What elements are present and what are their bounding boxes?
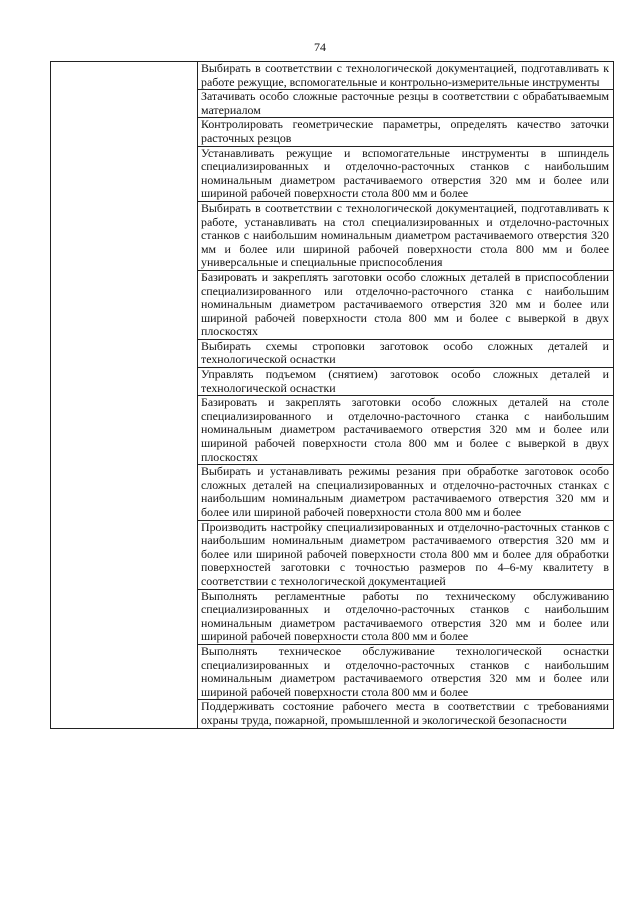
table-row: [51, 62, 614, 90]
skill-text: Выполнять техническое обслуживание технологической оснастки специализированных и отделочно-расточных станков с наибольшим номинальным диаметром растачиваемого отверстия 320 мм и более или шириной рабочей поверхности стола 800 мм и более: [201, 643, 609, 699]
skill-text: Производить настройку специализированных и отделочно-расточных станков с наибольшим номинальным диаметром растачиваемого отверстия 320 мм и более или шириной рабочей поверхности стола 800 мм и более для обработки поверхностей заготовки с точностью размеров по 4–6-му квалитету в соответствии с технологической документацией: [201, 519, 609, 588]
skill-text: Выбирать схемы строповки заготовок особо сложных деталей и технологической оснастки: [201, 338, 609, 367]
skill-text: Контролировать геометрические параметры, определять качество заточки расточных резцов: [201, 117, 609, 145]
skill-cell: [198, 90, 614, 118]
skill-text: Базировать и закреплять заготовки особо сложных деталей на столе специализированного и отделочно-расточного станка с наибольшим номинальным диаметром растачиваемого отверстия 320 мм и более или шириной рабочей поверхности стола 800 мм и более с выверкой в двух плоскостях: [201, 395, 609, 464]
skill-cell: [198, 589, 614, 644]
skill-cell: [198, 339, 614, 367]
skill-text: Выбирать в соответствии с технологической документацией, подготавливать к работе режущие, вспомогательные и контрольно-измерительные инструменты: [201, 61, 609, 89]
skill-cell: [198, 465, 614, 520]
skills-table: [50, 61, 614, 729]
skill-cell: [198, 62, 614, 90]
skill-text: Устанавливать режущие и вспомогательные инструменты в шпиндель специализированных и отделочно-расточных станков с наибольшим номинальным диаметром растачиваемого отверстия 320 мм и более или шириной рабочей поверхности стола 800 мм и более: [201, 145, 609, 201]
skill-text: Поддерживать состояние рабочего места в соответствии с требованиями охраны труда, пожарной, промышленной и экологической безопасности: [201, 699, 609, 727]
skill-text: Затачивать особо сложные расточные резцы в соответствии с обрабатываемым материалом: [201, 89, 609, 117]
skill-cell: [198, 368, 614, 396]
skill-cell: [198, 644, 614, 699]
skill-cell: [198, 270, 614, 339]
skill-cell: [198, 396, 614, 465]
skill-text: Выполнять регламентные работы по техническому обслуживанию специализированных и отделочно-расточных станков с наибольшим номинальным диаметром растачиваемого отверстия 320 мм и более или шириной рабочей поверхности стола 800 мм и более: [201, 588, 609, 644]
skill-text: Базировать и закреплять заготовки особо сложных деталей в приспособлении специализированного или отделочно-расточного станка с наибольшим номинальным диаметром растачиваемого отверстия 320 мм и более или шириной рабочей поверхности стола 800 мм и более с выверкой в двух плоскостях: [201, 269, 609, 339]
skill-text: Выбирать и устанавливать режимы резания при обработке заготовок особо сложных деталей на специализированных и отделочно-расточных станках с наибольшим номинальным диаметром растачиваемого отверстия 320 мм и более или шириной рабочей поверхности стола 800 мм и более: [201, 464, 609, 519]
empty-label-cell: [51, 62, 198, 729]
skill-cell: [198, 118, 614, 146]
skill-cell: [198, 146, 614, 201]
skill-text: Выбирать в соответствии с технологической документацией, подготавливать к работе, устанавливать на стол специализированных и отделочно-расточных станков с наибольшим номинальным диаметром растачиваемого отверстия 320 мм и более или шириной рабочей поверхности стола 800 мм и более универсальные и специальные приспособления: [201, 200, 609, 270]
page-number: 74: [314, 40, 326, 54]
skill-cell: [198, 700, 614, 728]
skill-cell: [198, 201, 614, 270]
skill-text: Управлять подъемом (снятием) заготовок особо сложных деталей и технологической оснастки: [201, 367, 609, 395]
skill-cell: [198, 520, 614, 589]
